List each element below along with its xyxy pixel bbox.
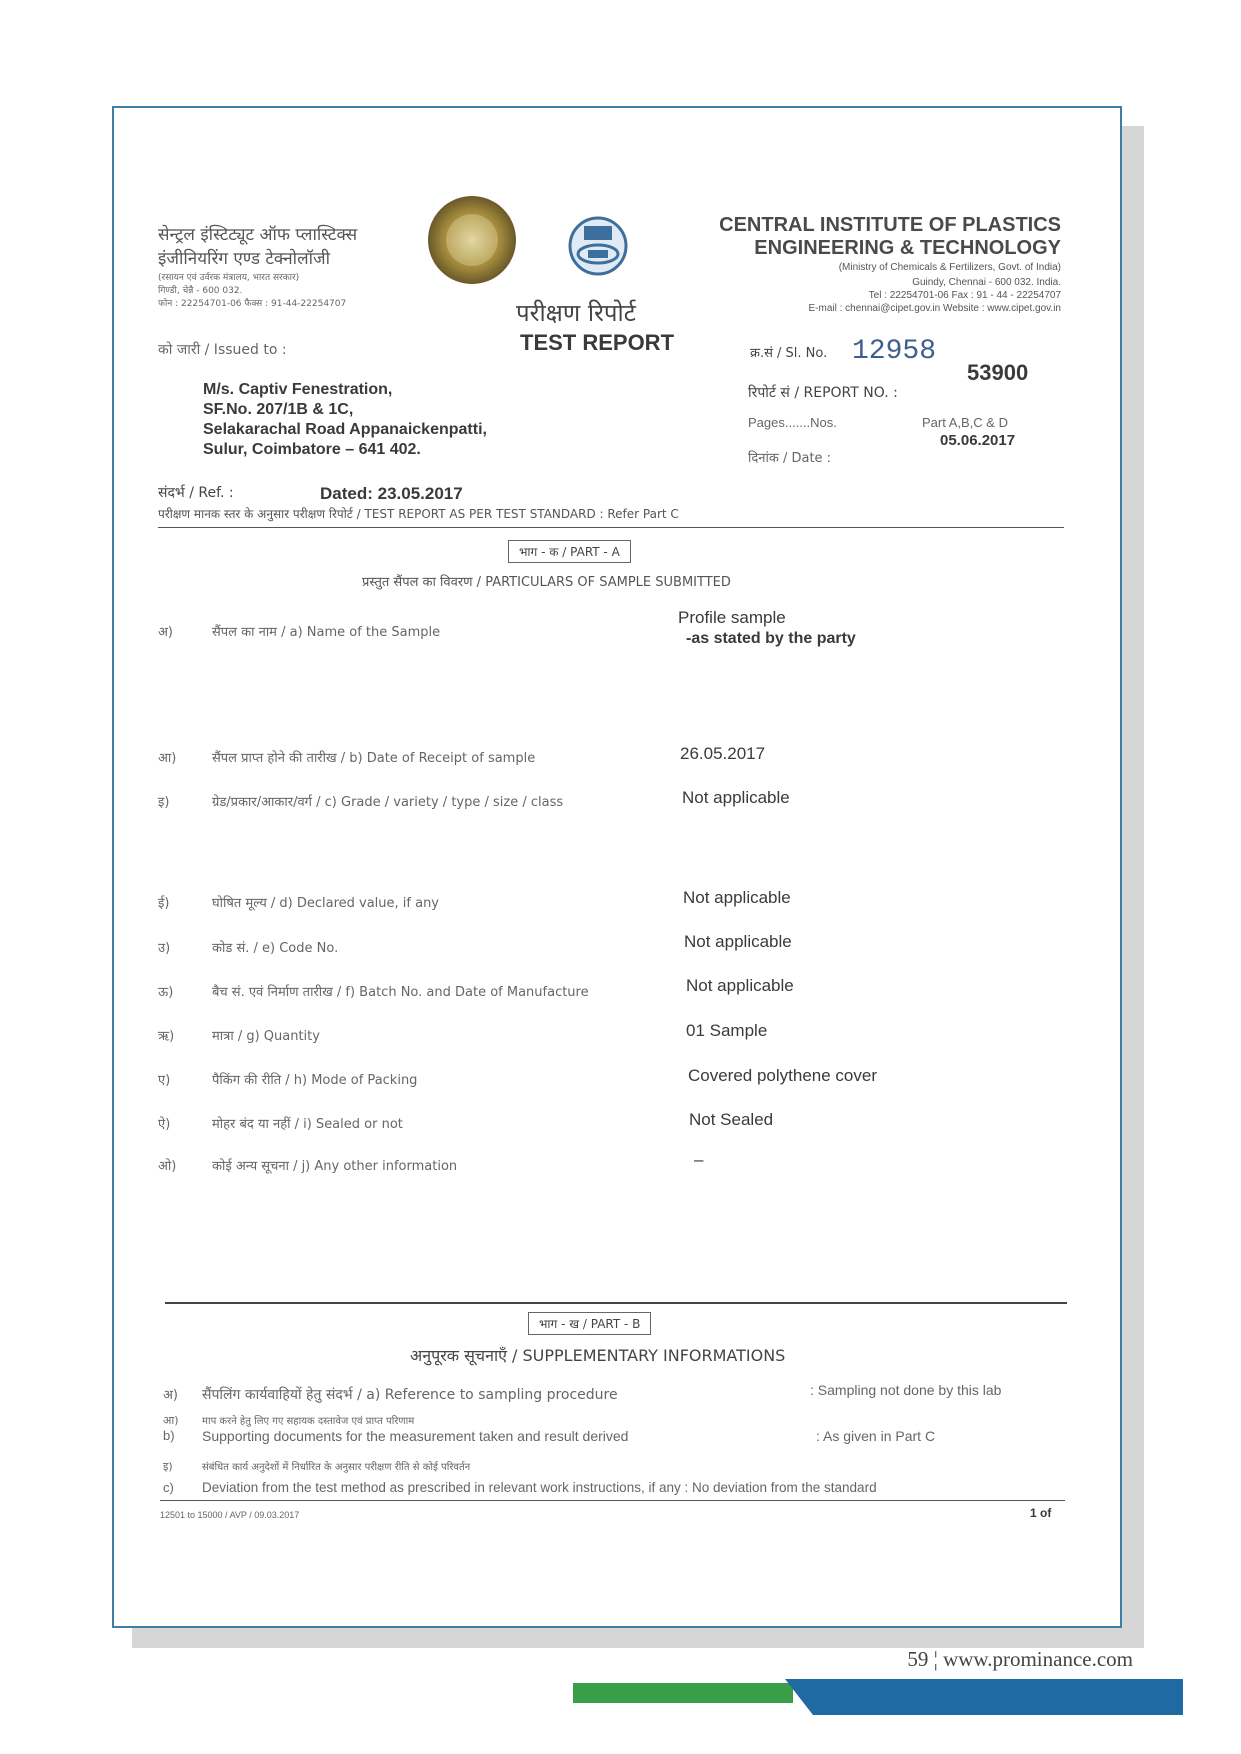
- row-a-num: अ): [158, 625, 174, 640]
- row-c-label: ग्रेड/प्रकार/आकार/वर्ग / c) Grade / variety / type / size / class: [212, 795, 564, 810]
- row-g-label: मात्रा / g) Quantity: [212, 1029, 320, 1044]
- report-number: 53900: [967, 360, 1029, 385]
- row-h-value: Covered polythene cover: [688, 1066, 878, 1085]
- part-a-heading: प्रस्तुत सैंपल का विवरण / PARTICULARS OF SAMPLE SUBMITTED: [362, 575, 731, 590]
- row-b-label: सैंपल प्राप्त होने की तारीख / b) Date of Receipt of sample: [212, 751, 536, 766]
- row-d-label: घोषित मूल्य / d) Declared value, if any: [212, 896, 439, 911]
- row-c-num: इ): [158, 795, 170, 810]
- row-e-value: Not applicable: [684, 932, 792, 951]
- row-a-label: सैंपल का नाम / a) Name of the Sample: [212, 625, 441, 640]
- part-b-a-value: : Sampling not done by this lab: [810, 1382, 1002, 1398]
- row-g-value: 01 Sample: [686, 1021, 768, 1040]
- row-f-label: बैच सं. एवं निर्माण तारीख / f) Batch No. and Date of Manufacture: [212, 985, 589, 1000]
- row-i-value: Not Sealed: [689, 1110, 774, 1129]
- row-i-label: मोहर बंद या नहीं / i) Sealed or not: [212, 1117, 403, 1132]
- part-b-b-value: : As given in Part C: [816, 1428, 936, 1444]
- report-number-label: रिपोर्ट सं / REPORT NO. :: [748, 385, 898, 401]
- row-b-value: 26.05.2017: [680, 744, 766, 763]
- issued-line4: Sulur, Coimbatore – 641 402.: [203, 441, 421, 458]
- issued-line3: Selakarachal Road Appanaickenpatti,: [203, 421, 487, 438]
- part-b-b-num2: b): [163, 1428, 175, 1443]
- row-h-label: पैकिंग की रीति / h) Mode of Packing: [212, 1073, 418, 1088]
- divider: [158, 527, 1064, 528]
- ref-label: संदर्भ / Ref. :: [158, 485, 234, 501]
- hindi-ministry: (रसायन एवं उर्वरक मंत्रालय, भारत सरकार): [158, 273, 300, 283]
- hindi-institute-line1: सेन्ट्रल इंस्टिट्यूट ऑफ प्लास्टिक्स: [158, 225, 358, 245]
- part-b-box: भाग - ख / PART - B: [528, 1312, 651, 1335]
- report-date: 05.06.2017: [940, 432, 1016, 449]
- institute-name-line2: ENGINEERING & TECHNOLOGY: [754, 237, 1061, 259]
- hindi-address: गिण्डी, चेन्नै - 600 032.: [158, 286, 243, 296]
- test-standard-line: परीक्षण मानक स्तर के अनुसार परीक्षण रिपोर्ट / TEST REPORT AS PER TEST STANDARD : Refer Part C: [158, 507, 679, 521]
- issued-line2: SF.No. 207/1B & 1C,: [203, 401, 354, 418]
- row-j-value: –: [694, 1150, 704, 1169]
- hindi-phone: फोन : 22254701-06 फैक्स : 91-44-22254707: [158, 299, 347, 309]
- part-b-b-num1: आ): [163, 1414, 179, 1427]
- part-b-heading: अनुपूरक सूचनाएँ / SUPPLEMENTARY INFORMATIONS: [410, 1346, 786, 1365]
- part-b-c-hindi: संबंधित कार्य अनुदेशों में निर्धारित के अनुसार परीक्षण रीति से कोई परिवर्तन: [202, 1462, 471, 1473]
- divider: [160, 1500, 1065, 1501]
- part-b-c-label: Deviation from the test method as prescribed in relevant work instructions, if any : No deviation from the standard: [202, 1480, 877, 1495]
- institute-name-line1: CENTRAL INSTITUTE OF PLASTICS: [719, 214, 1061, 236]
- row-i-num: ऐ): [158, 1117, 171, 1132]
- row-a-value: Profile sample: [678, 608, 786, 627]
- row-g-num: ऋ): [158, 1029, 175, 1044]
- row-f-value: Not applicable: [686, 976, 794, 995]
- institute-ministry: (Ministry of Chemicals & Fertilizers, Govt. of India): [838, 262, 1061, 273]
- pages-label: Pages.......Nos.: [748, 415, 837, 430]
- row-j-num: ओ): [158, 1159, 177, 1174]
- part-b-b-label: Supporting documents for the measurement taken and result derived: [202, 1428, 629, 1444]
- row-j-label: कोई अन्य सूचना / j) Any other information: [212, 1159, 458, 1174]
- row-e-num: उ): [158, 941, 171, 956]
- hindi-institute-line2: इंजीनियरिंग एण्ड टेक्नोलॉजी: [158, 249, 331, 269]
- institute-tel: Tel : 22254701-06 Fax : 91 - 44 - 22254707: [868, 290, 1061, 301]
- serial-label: क्र.सं / Sl. No.: [750, 346, 828, 361]
- row-d-value: Not applicable: [683, 888, 791, 907]
- part-a-box: भाग - क / PART - A: [508, 540, 631, 563]
- document-code: 12501 to 15000 / AVP / 09.03.2017: [160, 1510, 300, 1520]
- part-b-b-hindi: माप करने हेतु लिए गए सहायक दस्तावेज एवं प्राप्त परिणाम: [202, 1416, 415, 1427]
- page-footer-text: 59 ¦ www.prominance.com: [907, 1647, 1133, 1671]
- row-h-num: ए): [158, 1073, 171, 1088]
- parts-label: Part A,B,C & D: [922, 415, 1008, 430]
- page-of: 1 of: [1030, 1506, 1052, 1520]
- row-c-value: Not applicable: [682, 788, 790, 807]
- institute-seal-icon: [428, 196, 516, 284]
- row-e-label: कोड सं. / e) Code No.: [212, 941, 339, 956]
- part-b-a-label: सैंपलिंग कार्यवाहियों हेतु संदर्भ / a) Reference to sampling procedure: [202, 1387, 618, 1403]
- institute-email: E-mail : chennai@cipet.gov.in Website : www.cipet.gov.in: [808, 303, 1061, 314]
- row-d-num: ई): [158, 896, 170, 911]
- ref-dated: Dated: 23.05.2017: [320, 484, 463, 503]
- issued-to-label: को जारी / Issued to :: [158, 342, 287, 358]
- part-b-c-num1: इ): [163, 1460, 173, 1473]
- cipet-logo-icon: [566, 214, 630, 278]
- footer-green-bar: [573, 1683, 793, 1703]
- report-title-hindi: परीक्षण रिपोर्ट: [516, 299, 636, 327]
- row-f-num: ऊ): [158, 985, 174, 1000]
- row-a-value2: -as stated by the party: [686, 630, 856, 647]
- divider: [165, 1302, 1067, 1304]
- institute-address: Guindy, Chennai - 600 032. India.: [912, 277, 1061, 288]
- row-b-num: आ): [158, 751, 177, 766]
- part-b-c-num2: c): [163, 1480, 174, 1495]
- issued-line1: M/s. Captiv Fenestration,: [203, 381, 393, 398]
- part-b-a-num: अ): [163, 1388, 179, 1403]
- report-title-english: TEST REPORT: [520, 330, 675, 355]
- serial-number: 12958: [852, 336, 937, 367]
- date-label: दिनांक / Date :: [748, 451, 832, 466]
- footer-blue-bar: [785, 1679, 1183, 1715]
